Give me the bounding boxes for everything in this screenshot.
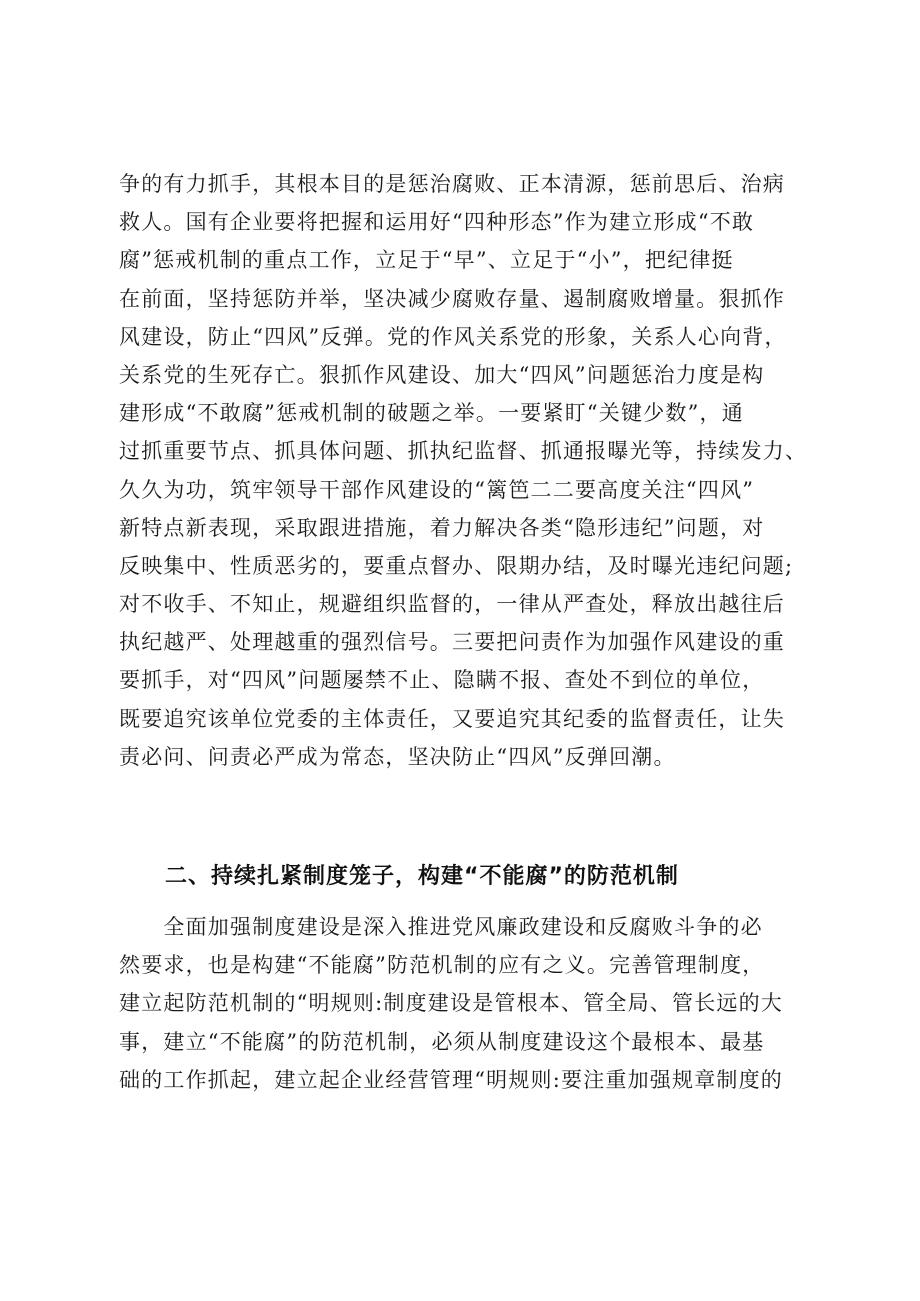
text-line: 关系党的生死存亡。狠抓作风建设、加大“四风”问题惩治力度是构	[119, 362, 765, 387]
text-line: 腐”惩戒机制的重点工作，立足于“早”、立足于“小”，把纪律挺	[119, 248, 734, 273]
text-line: 建立起防范机制的“明规则:制度建设是管根本、管全局、管长远的大	[119, 991, 784, 1016]
text-line: 础的工作抓起，建立起企业经营管理“明规则:要注重加强规章制度的	[119, 1067, 784, 1092]
text-line: 反映集中、性质恶劣的，要重点督办、限期办结，及时曝光违纪问题;	[119, 553, 794, 578]
text-line: 全面加强制度建设是深入推进党风廉政建设和反腐败斗争的必	[119, 915, 763, 939]
text-line: 风建设，防止“四风”反弹。党的作风关系党的形象，关系人心向背，	[119, 324, 787, 349]
text-line: 执纪越严、处理越重的强烈信号。三要把问责作为加强作风建设的重	[119, 630, 785, 655]
text-line: 新特点新表现，采取跟进措施，着力解决各类“隐形违纪”问题，对	[119, 515, 765, 540]
paragraph-2	[119, 908, 829, 1099]
text-line: 救人。国有企业要将把握和运用好“四种形态”作为建立形成“不敢	[119, 210, 755, 235]
text-line: 建形成“不敢腐”惩戒机制的破题之举。一要紧盯“关键少数”，通	[119, 401, 744, 426]
text-line: 争的有力抓手，其根本目的是惩治腐败、正本清源，惩前思后、治病	[119, 172, 785, 196]
section-heading: 二、持续扎紧制度笼子，构建“不能腐”的防范机制	[165, 864, 679, 889]
text-line: 对不收手、不知止，规避组织监督的，一律从严查处，释放出越往后	[119, 592, 785, 617]
text-line: 在前面，坚持惩防并举，坚决减少腐败存量、遏制腐败增量。狠抓作	[119, 286, 785, 311]
text-line: 过抓重要节点、抓具体问题、抓执纪监督、抓通报曝光等，持续发力、	[119, 439, 808, 464]
paragraph-1	[119, 165, 829, 776]
text-line: 久久为功，筑牢领导干部作风建设的“篱笆二二要高度关注“四风”	[119, 477, 755, 502]
text-line: 然要求，也是构建“不能腐”防范机制的应有之义。完善管理制度，	[119, 953, 765, 978]
text-line: 责必问、问责必严成为常态，坚决防止“四风”反弹回潮。	[119, 744, 676, 769]
text-line: 既要追究该单位党委的主体责任，又要追究其纪委的监督责任，让失	[119, 706, 785, 731]
text-line: 要抓手，对“四风”问题屡禁不止、隐瞒不报、查处不到位的单位，	[119, 668, 765, 693]
text-line: 事，建立“不能腐”的防范机制，必须从制度建设这个最根本、最基	[119, 1029, 765, 1054]
